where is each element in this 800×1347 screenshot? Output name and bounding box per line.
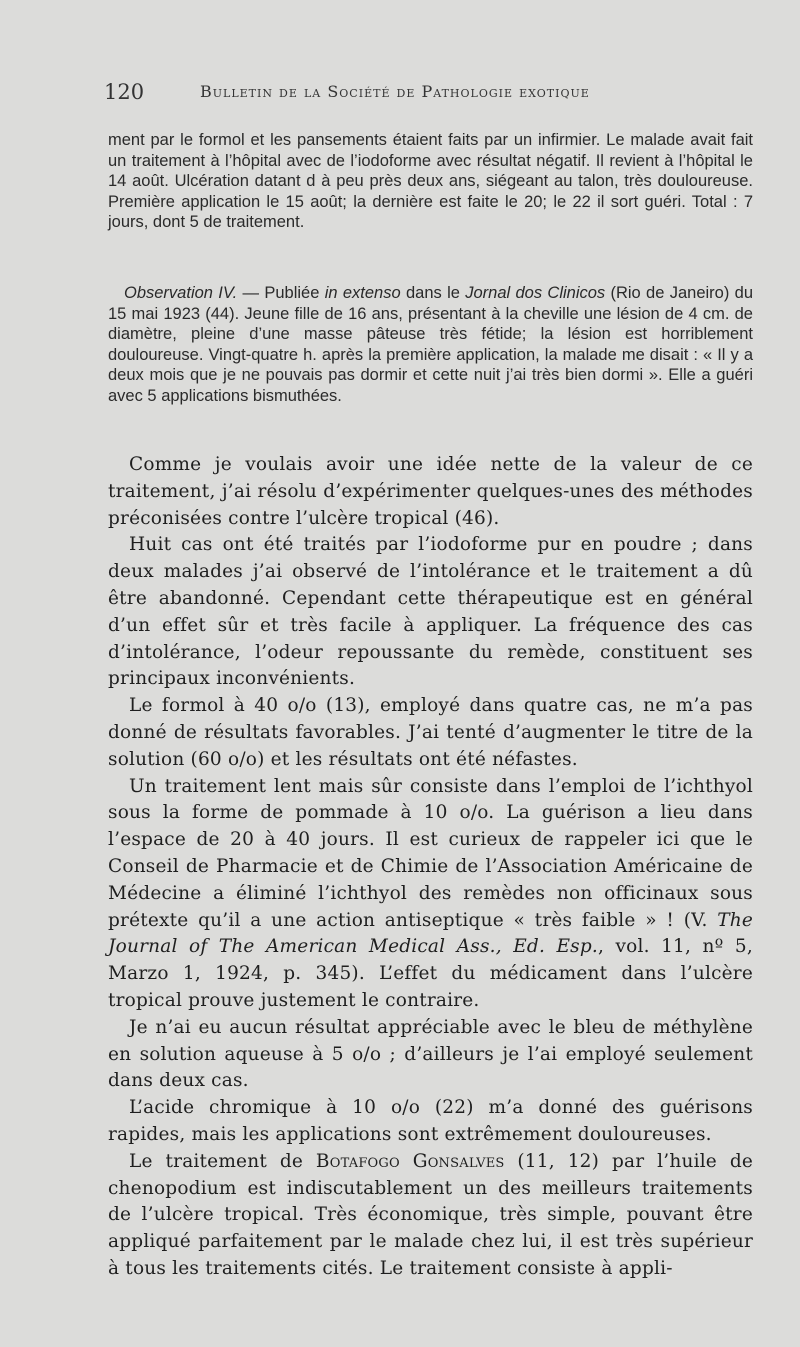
- case-continuation: [108, 130, 753, 233]
- paragraph-6: L’acide chromique à 10 o/o (22) m’a donné des guérisons rapides, mais les applications sont extrêmement douloureuses.: [108, 1097, 753, 1145]
- author-name: Botafogo Gonsalves: [315, 1150, 505, 1172]
- page-number: 120: [104, 80, 145, 104]
- journal-reference: The Journal of The American Medical Ass., Ed. Esp.: [108, 909, 753, 958]
- paragraph-7-text-b: (11, 12) par l’huile de chenopodium est indiscutablement un des meilleurs traitements de l’ulcère tropical. Très économique, très simple, pouvant être appliqué parfaitement par le malade chez lui, il est très supérieur à tous les traitements cités. Le traitement consiste à appli-: [108, 1150, 754, 1279]
- in-extenso: in extenso: [324, 284, 401, 302]
- paragraph-4: [108, 774, 753, 1015]
- paragraph-4-text-a: Un traitement lent mais sûr consiste dans l’emploi de l’ichthyol sous la forme de pommade à 10 o/o. La guérison a lieu dans l’espace de 20 à 40 jours. Il est curieux de rappeler ici que le Conseil de Pharmacie et de Chimie de l’Association Américaine de Médecine a éliminé l’ichthyol des remèdes non officinaux sous prétexte qu’il a une action antiseptique « très faible » ! (V.: [108, 775, 753, 931]
- main-text: [108, 452, 753, 1283]
- journal-title: Jornal dos Clinicos: [465, 284, 606, 302]
- page-header: [104, 80, 754, 110]
- paragraph-7-text-a: Le traitement de: [129, 1150, 316, 1172]
- paragraph-1: Comme je voulais avoir une idée nette de la valeur de ce traitement, j’ai résolu d’expérimenter quelques-unes des méthodes préconisées contre l’ulcère tropical (46).: [108, 454, 753, 529]
- observation-label: Observation IV.: [124, 284, 238, 302]
- observation-text-2: dans le: [400, 284, 466, 302]
- paragraph-2: Huit cas ont été traités par l’iodoforme pur en poudre ; dans deux malades j’ai observé de l’intolérance et le traitement a dû être abandonné. Cependant cette thérapeutique est en général d’un effet sûr et très facile à appliquer. La fréquence des cas d’intolérance, l’odeur repoussante du remède, constituent ses principaux inconvénients.: [108, 534, 753, 690]
- paragraph-7: [108, 1149, 753, 1283]
- paragraph-3: Le formol à 40 o/o (13), employé dans quatre cas, ne m’a pas donné de résultats favorables. J’ai tenté d’augmenter le titre de la solution (60 o/o) et les résultats ont été néfastes.: [108, 695, 753, 770]
- paragraph-5: Je n’ai eu aucun résultat appréciable avec le bleu de méthylène en solution aqueuse à 5 o/o ; d’ailleurs je l’ai employé seulement dans deux cas.: [108, 1016, 753, 1092]
- paragraph-4-text-b: , vol. 11, nº 5, Marzo 1, 1924, p. 345). L’effet du médicament dans l’ulcère tropical prouve justement le contraire.: [108, 936, 753, 1011]
- case-paragraph: ment par le formol et les pansements étaient faits par un infirmier. Le malade avait fait un traitement à l’hôpital avec de l’iodoforme avec résultat négatif. Il revient à l’hôpital le 14 août. Ulcération datant d à peu près deux ans, siégeant au talon, très douloureuse. Première application le 15 août; la dernière est faite le 20; le 22 il sort guéri. Total : 7 jours, dont 5 de traitement.: [108, 131, 753, 231]
- observation-paragraph: [108, 283, 753, 406]
- observation-text-rest: (Rio de Janeiro) du 15 mai 1923 (44). Jeune fille de 16 ans, présentant à la cheville une lésion de 4 cm. de diamètre, pleine d’une masse pâteuse très fétide; la lésion est horriblement douloureuse. Vingt-quatre h. après la première application, la malade me disait : « Il y a deux mois que je ne pouvais pas dormir et cette nuit j’ai très bien dormi ». Elle a guéri avec 5 applications bismuthées.: [108, 284, 753, 405]
- running-title: Bulletin de la Société de Pathologie exotique: [200, 82, 590, 101]
- observation-iv: [108, 283, 753, 406]
- observation-text-1: — Publiée: [237, 284, 325, 302]
